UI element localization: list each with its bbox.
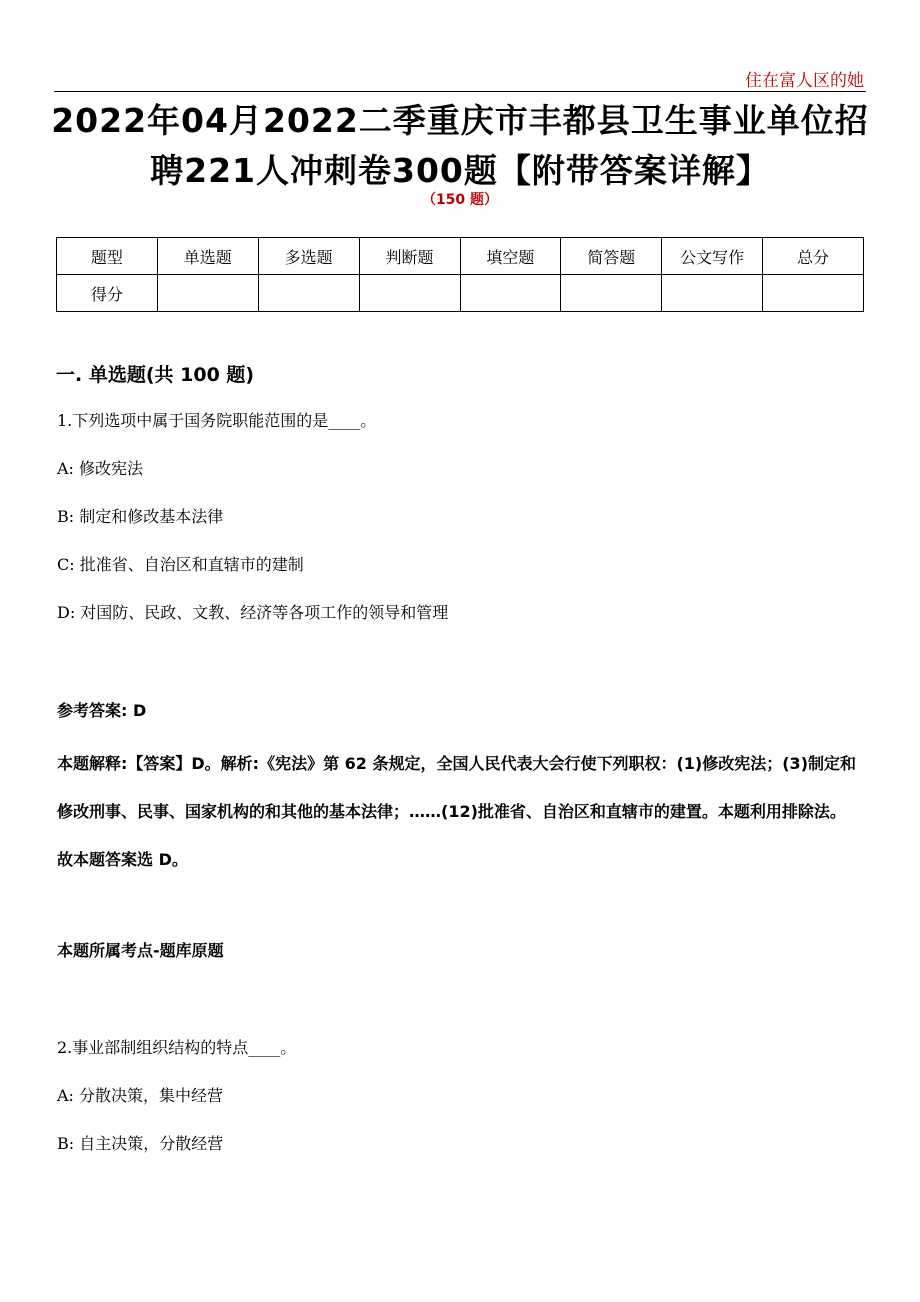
table-cell [460,275,561,312]
question-option: B: 制定和修改基本法律 [57,507,224,526]
table-cell [561,275,662,312]
question-option: A: 修改宪法 [57,459,144,478]
table-cell: 题型 [57,238,158,275]
table-cell: 总分 [763,238,864,275]
question-option: A: 分散决策，集中经营 [57,1086,224,1105]
section-title: 一. 单选题(共 100 题) [56,364,255,386]
document-title: 2022年04月2022二季重庆市丰都县卫生事业单位招聘221人冲刺卷300题【附带答案详解】 [51,101,869,190]
table-cell: 公文写作 [662,238,763,275]
table-cell: 填空题 [460,238,561,275]
table-cell [157,275,258,312]
table-cell: 判断题 [359,238,460,275]
score-table [56,237,864,312]
question-stem: 2.事业部制组织结构的特点____。 [57,1038,297,1057]
question-source: 本题所属考点-题库原题 [57,941,224,960]
table-cell: 多选题 [258,238,359,275]
reference-answer: 参考答案: D [57,701,147,720]
table-cell [359,275,460,312]
score-table-score-row [57,275,864,312]
header-brand-text: 住在富人区的她 [745,71,864,91]
question-count: （150 题） [421,192,499,208]
question-option: D: 对国防、民政、文教、经济等各项工作的领导和管理 [57,603,449,622]
table-cell: 得分 [57,275,158,312]
table-cell [258,275,359,312]
answer-explanation: 本题解释:【答案】D。解析:《宪法》第 62 条规定，全国人民代表大会行使下列职权：(1)修改宪法；(3)制定和修改刑事、民事、国家机构的和其他的基本法律；……(12)批准省、自治区和直辖市的建置。本题利用排除法。故本题答案选 D。 [57,754,857,869]
table-cell [662,275,763,312]
table-cell: 简答题 [561,238,662,275]
question-option: C: 批准省、自治区和直辖市的建制 [57,555,304,574]
table-cell: 单选题 [157,238,258,275]
header-divider [54,91,866,92]
table-cell [763,275,864,312]
question-option: B: 自主决策，分散经营 [57,1134,224,1153]
question-stem: 1.下列选项中属于国务院职能范围的是____。 [57,411,377,430]
score-table-header-row [57,238,864,275]
